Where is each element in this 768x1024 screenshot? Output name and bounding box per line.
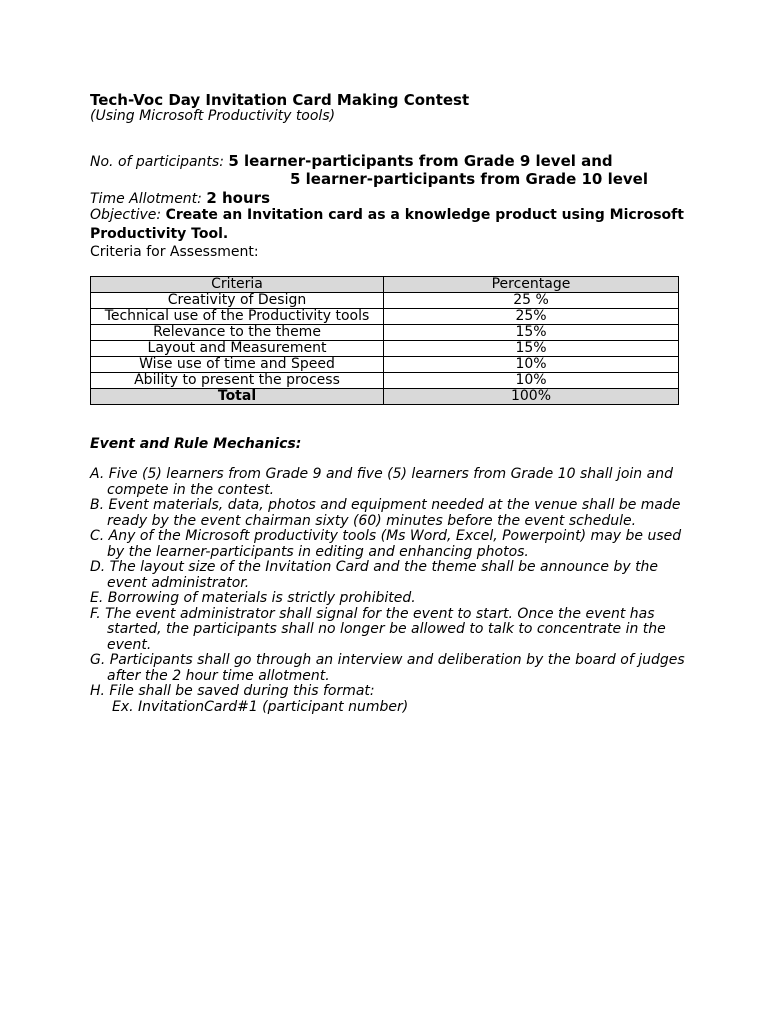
rule-example: Ex. InvitationCard#1 (participant number) bbox=[112, 698, 409, 715]
objective-value: Create an Invitation card as a knowledge product using Microsoft Productivity Tool. bbox=[90, 207, 684, 242]
document-title: Tech-Voc Day Invitation Card Making Contest bbox=[90, 91, 470, 109]
table-row bbox=[91, 357, 679, 373]
participants-label: No. of participants: bbox=[90, 154, 229, 170]
participants-value-2: 5 learner-participants from Grade 10 level bbox=[290, 170, 648, 188]
total-label-cell: Total bbox=[91, 389, 384, 405]
total-value-cell: 100% bbox=[384, 389, 679, 405]
time-allotment-value: 2 hours bbox=[206, 189, 270, 207]
mechanics-heading: Event and Rule Mechanics: bbox=[90, 436, 302, 452]
objective-label: Objective: bbox=[90, 207, 166, 223]
percentage-cell: 15% bbox=[384, 341, 679, 357]
participants-line bbox=[90, 152, 613, 171]
rule-item: B. Event materials, data, photos and equipment needed at the venue shall be made ready by the event chairman sixty (60) minutes before the event schedule. bbox=[90, 497, 681, 529]
criteria-cell: Layout and Measurement bbox=[91, 341, 384, 357]
table-row bbox=[91, 373, 679, 389]
table-row bbox=[91, 341, 679, 357]
criteria-cell: Wise use of time and Speed bbox=[91, 357, 384, 373]
rule-item: C. Any of the Microsoft productivity tools (Ms Word, Excel, Powerpoint) may be used by the learner-participants in editing and enhancing photos. bbox=[90, 528, 682, 560]
document-subtitle: (Using Microsoft Productivity tools) bbox=[90, 108, 336, 124]
column-header-criteria: Criteria bbox=[91, 277, 384, 293]
table-row bbox=[91, 293, 679, 309]
criteria-cell: Relevance to the theme bbox=[91, 325, 384, 341]
objective-line bbox=[90, 206, 690, 244]
table-total-row bbox=[91, 389, 679, 405]
column-header-percentage: Percentage bbox=[384, 277, 679, 293]
percentage-cell: 10% bbox=[384, 373, 679, 389]
rules-list bbox=[90, 467, 690, 715]
criteria-cell: Technical use of the Productivity tools bbox=[91, 309, 384, 325]
rule-item: D. The layout size of the Invitation Card and the theme shall be announce by the event administrator. bbox=[90, 559, 659, 591]
criteria-table bbox=[90, 276, 679, 405]
rule-item: A. Five (5) learners from Grade 9 and five (5) learners from Grade 10 shall join and compete in the contest. bbox=[90, 466, 673, 498]
criteria-heading: Criteria for Assessment: bbox=[90, 244, 259, 260]
percentage-cell: 10% bbox=[384, 357, 679, 373]
participants-value-1: 5 learner-participants from Grade 9 level and bbox=[228, 152, 613, 170]
table-header-row bbox=[91, 277, 679, 293]
percentage-cell: 15% bbox=[384, 325, 679, 341]
rule-item: G. Participants shall go through an interview and deliberation by the board of judges after the 2 hour time allotment. bbox=[90, 652, 685, 684]
rule-item: E. Borrowing of materials is strictly prohibited. bbox=[90, 590, 416, 606]
rule-item: H. File shall be saved during this format: bbox=[90, 683, 375, 699]
time-allotment-label: Time Allotment: bbox=[90, 191, 207, 207]
percentage-cell: 25% bbox=[384, 309, 679, 325]
percentage-cell: 25 % bbox=[384, 293, 679, 309]
criteria-cell: Creativity of Design bbox=[91, 293, 384, 309]
table-row bbox=[91, 325, 679, 341]
table-row bbox=[91, 309, 679, 325]
criteria-cell: Ability to present the process bbox=[91, 373, 384, 389]
rule-item: F. The event administrator shall signal for the event to start. Once the event has started, the participants shall no longer be allowed to talk to concentrate in the event. bbox=[90, 605, 666, 653]
